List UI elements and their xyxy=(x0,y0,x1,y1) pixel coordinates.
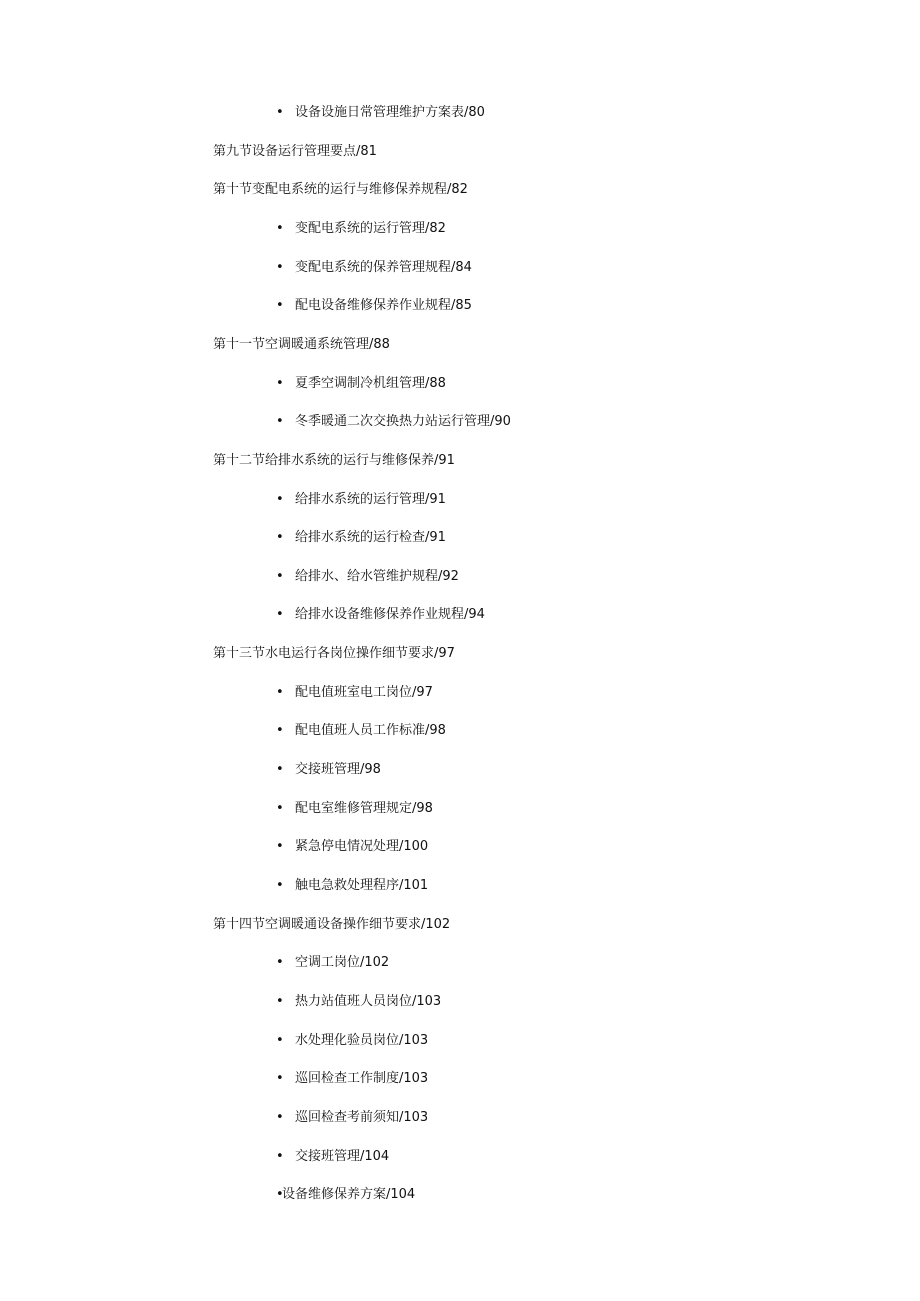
bullet-icon: • xyxy=(276,298,284,313)
bullet-icon: • xyxy=(276,530,284,545)
toc-item-text: 设备维修保养方案/104 xyxy=(282,1187,416,1202)
toc-item-text: 夏季空调制冷机组管理/88 xyxy=(295,376,446,391)
toc-item-text: 配电设备维修保养作业规程/85 xyxy=(295,298,472,313)
toc-item-text: 给排水系统的运行管理/91 xyxy=(295,492,446,507)
bullet-icon: • xyxy=(276,723,284,738)
toc-item-text: 配电室维修管理规定/98 xyxy=(295,801,433,816)
toc-section-text: 第十一节空调暖通系统管理/88 xyxy=(213,337,390,352)
bullet-icon: • xyxy=(276,762,284,777)
bullet-icon: • xyxy=(276,955,284,970)
toc-section-text: 第十节变配电系统的运行与维修保养规程/82 xyxy=(213,182,468,197)
bullet-icon: • xyxy=(276,376,284,391)
toc-section-text: 第十三节水电运行各岗位操作细节要求/97 xyxy=(213,646,455,661)
bullet-icon: • xyxy=(276,492,284,507)
toc-item-text: 巡回检查工作制度/103 xyxy=(295,1071,429,1086)
bullet-icon: • xyxy=(276,1071,284,1086)
toc-item-text: 交接班管理/98 xyxy=(295,762,381,777)
toc-item-text: 变配电系统的运行管理/82 xyxy=(295,221,446,236)
toc-item-text: 巡回检查考前须知/103 xyxy=(295,1110,429,1125)
bullet-icon: • xyxy=(276,685,284,700)
toc-section-text: 第十四节空调暖通设备操作细节要求/102 xyxy=(213,917,451,932)
toc-item-text: 冬季暖通二次交换热力站运行管理/90 xyxy=(295,414,511,429)
toc-item-text: 触电急救处理程序/101 xyxy=(295,878,429,893)
toc-item-text: 给排水设备维修保养作业规程/94 xyxy=(295,607,485,622)
bullet-icon: • xyxy=(276,801,284,816)
bullet-icon: • xyxy=(276,1033,284,1048)
bullet-icon: • xyxy=(276,105,284,120)
bullet-icon: • xyxy=(276,569,284,584)
toc-item-text: 紧急停电情况处理/100 xyxy=(295,839,429,854)
toc-section-text: 第十二节给排水系统的运行与维修保养/91 xyxy=(213,453,455,468)
toc-item-text: 配电值班室电工岗位/97 xyxy=(295,685,433,700)
toc-item-text: 配电值班人员工作标准/98 xyxy=(295,723,446,738)
toc-item-text: 空调工岗位/102 xyxy=(295,955,390,970)
bullet-icon: • xyxy=(276,878,284,893)
bullet-icon: • xyxy=(276,607,284,622)
bullet-icon: • xyxy=(276,839,284,854)
bullet-icon: • xyxy=(276,1110,284,1125)
toc-section-text: 第九节设备运行管理要点/81 xyxy=(213,144,377,159)
bullet-icon: • xyxy=(276,221,284,236)
toc-item-text: 交接班管理/104 xyxy=(295,1149,390,1164)
toc-item-text: 变配电系统的保养管理规程/84 xyxy=(295,260,472,275)
toc-item-text: 热力站值班人员岗位/103 xyxy=(295,994,442,1009)
toc-item-text: 给排水、给水管维护规程/92 xyxy=(295,569,459,584)
bullet-icon: • xyxy=(276,1149,284,1164)
bullet-icon: • xyxy=(276,414,284,429)
bullet-icon: • xyxy=(276,1187,284,1202)
bullet-icon: • xyxy=(276,994,284,1009)
toc-item-text: 给排水系统的运行检查/91 xyxy=(295,530,446,545)
bullet-icon: • xyxy=(276,260,284,275)
toc-item-text: 设备设施日常管理维护方案表/80 xyxy=(295,105,485,120)
toc-item-text: 水处理化验员岗位/103 xyxy=(295,1033,429,1048)
